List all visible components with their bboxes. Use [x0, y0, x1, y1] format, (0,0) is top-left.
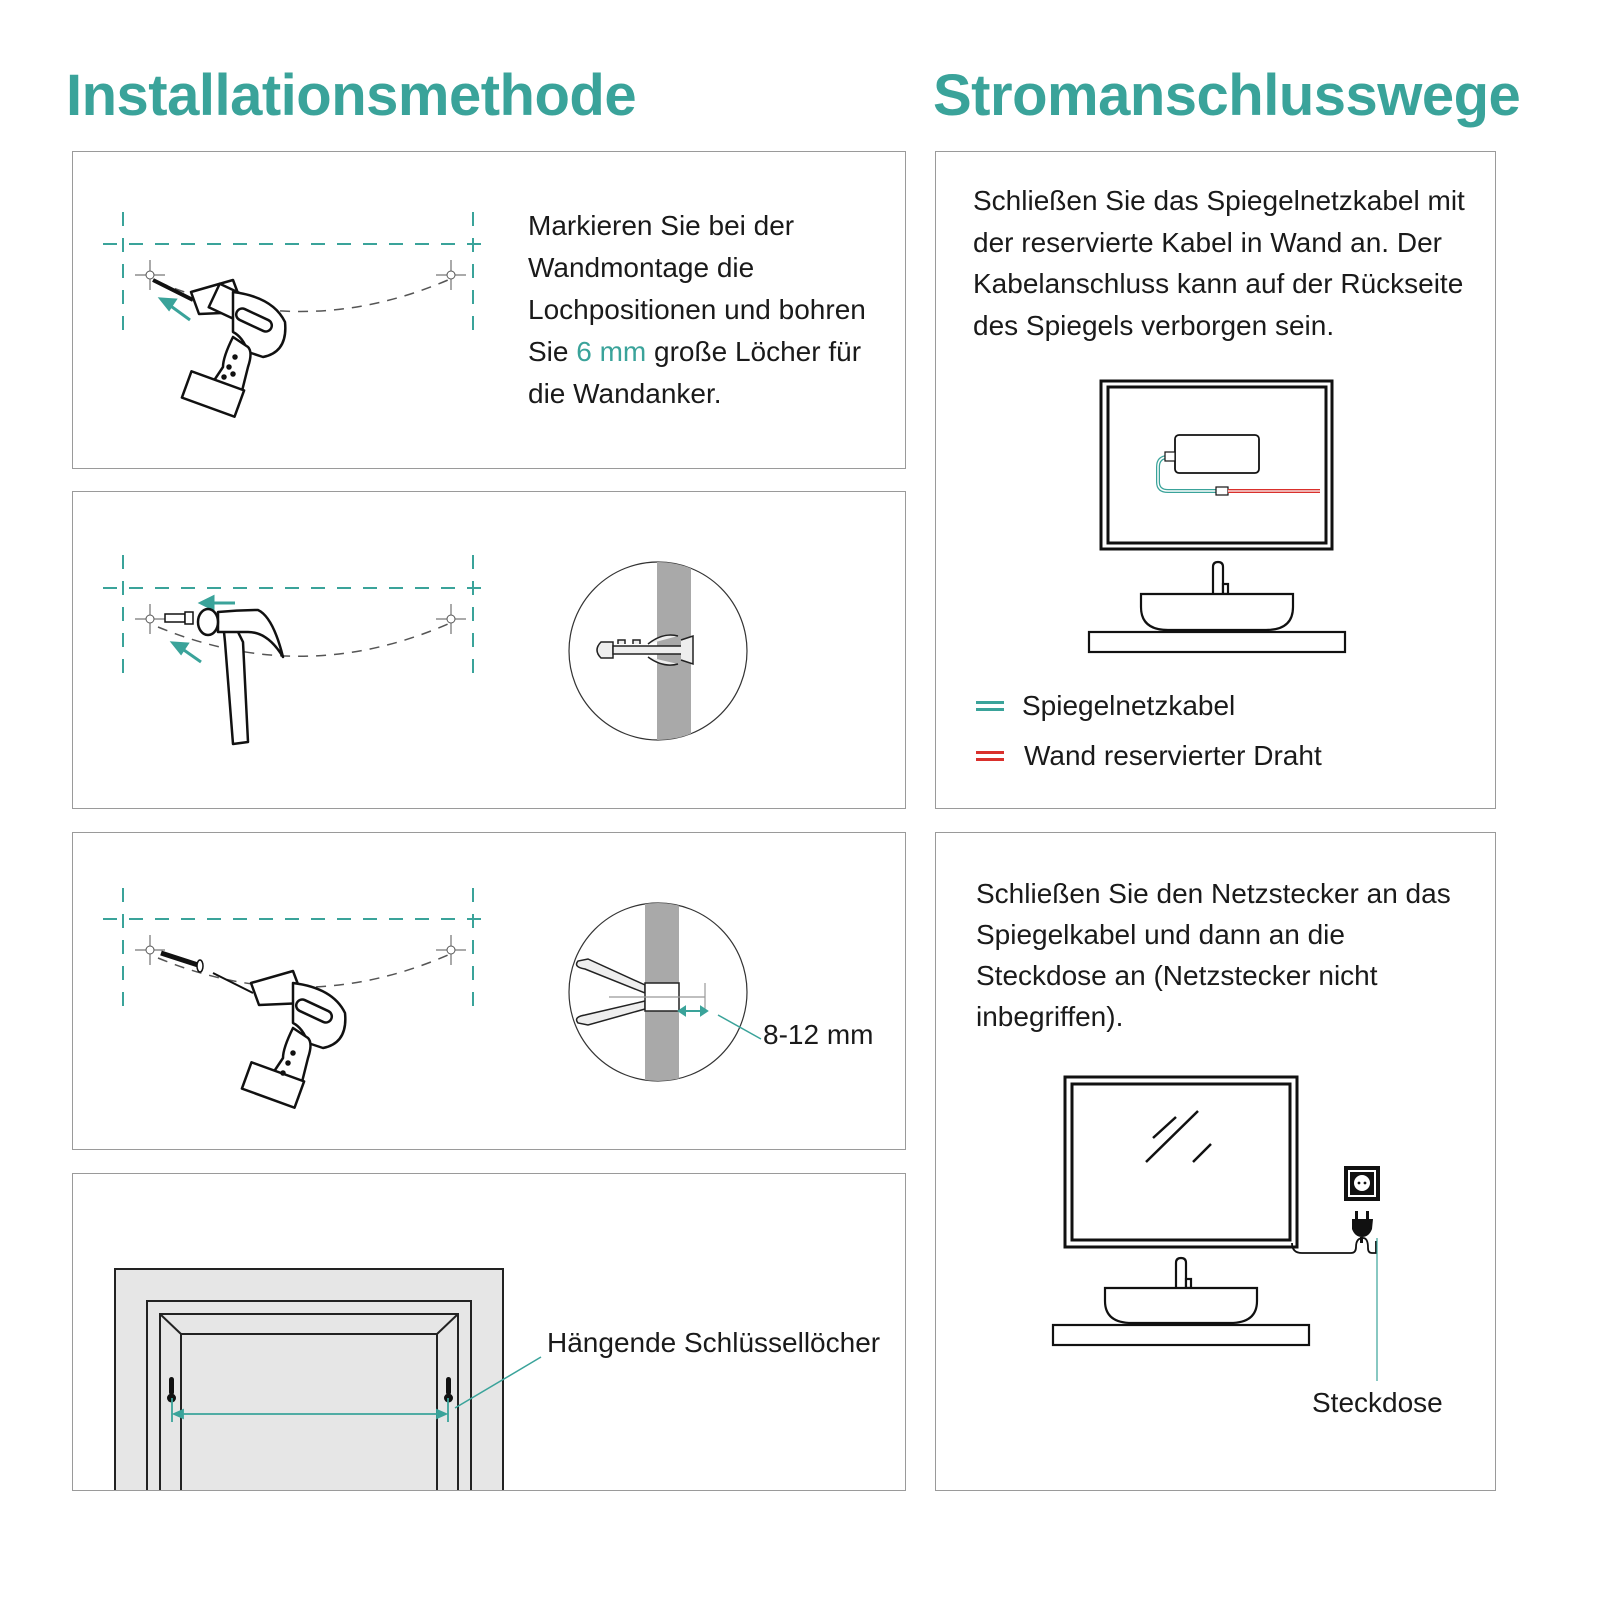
socket-icon — [1344, 1166, 1380, 1201]
power-supply-box — [1175, 435, 1259, 473]
step-1-panel — [72, 151, 906, 469]
power-1-panel — [935, 151, 1496, 809]
step-1-text-b: große Löcher für die Wandanker. — [528, 336, 862, 409]
red-legend-swatch — [976, 751, 1004, 761]
anchor-in-wall-detail — [73, 492, 906, 809]
cable-connector — [1216, 487, 1228, 495]
power-2-panel — [935, 832, 1496, 1491]
screw-in-anchor-detail — [73, 833, 906, 1150]
legend-item-mirror-cable — [976, 690, 1235, 722]
plug-icon — [1352, 1211, 1373, 1243]
heading-power: Stromanschlusswege — [933, 63, 1521, 128]
sink-icon — [1053, 1258, 1309, 1345]
step-1-text — [528, 205, 888, 415]
legend-label: Wand reservierter Draht — [1024, 740, 1322, 771]
legend-item-wall-wire — [976, 740, 1322, 772]
power-2-text: Schließen Sie den Netzstecker an das Spiegelkabel und dann an die Steckdose an (Netzstecker nicht inbegriffen). — [976, 878, 1451, 1032]
power-1-text: Schließen Sie das Spiegelnetzkabel mit der reservierte Kabel in Wand an. Der Kabelanschluss kann auf der Rückseite des Spiegels verborgen sein. — [973, 185, 1465, 341]
legend-label: Spiegelnetzkabel — [1022, 690, 1236, 721]
guide-lines — [103, 212, 493, 332]
socket-label: Steckdose — [1312, 1387, 1443, 1418]
screw-depth-label: 8-12 mm — [763, 1019, 874, 1050]
keyhole-label: Hängende Schlüssellöcher — [547, 1327, 881, 1358]
step-1-text-a: Markieren Sie bei der Wandmontage die Lochpositionen und bohren Sie — [528, 210, 866, 367]
heading-installation: Installationsmethode — [66, 63, 637, 128]
step-4-panel — [72, 1173, 906, 1491]
teal-legend-swatch — [976, 701, 1004, 711]
step-2-panel — [72, 491, 906, 809]
hole-marks — [135, 260, 466, 290]
hole-size-highlight: 6 mm — [576, 336, 647, 367]
step-3-panel — [72, 832, 906, 1150]
sink-icon — [1089, 562, 1345, 652]
power-cord — [1292, 1238, 1376, 1253]
arrow-icon — [161, 299, 190, 320]
